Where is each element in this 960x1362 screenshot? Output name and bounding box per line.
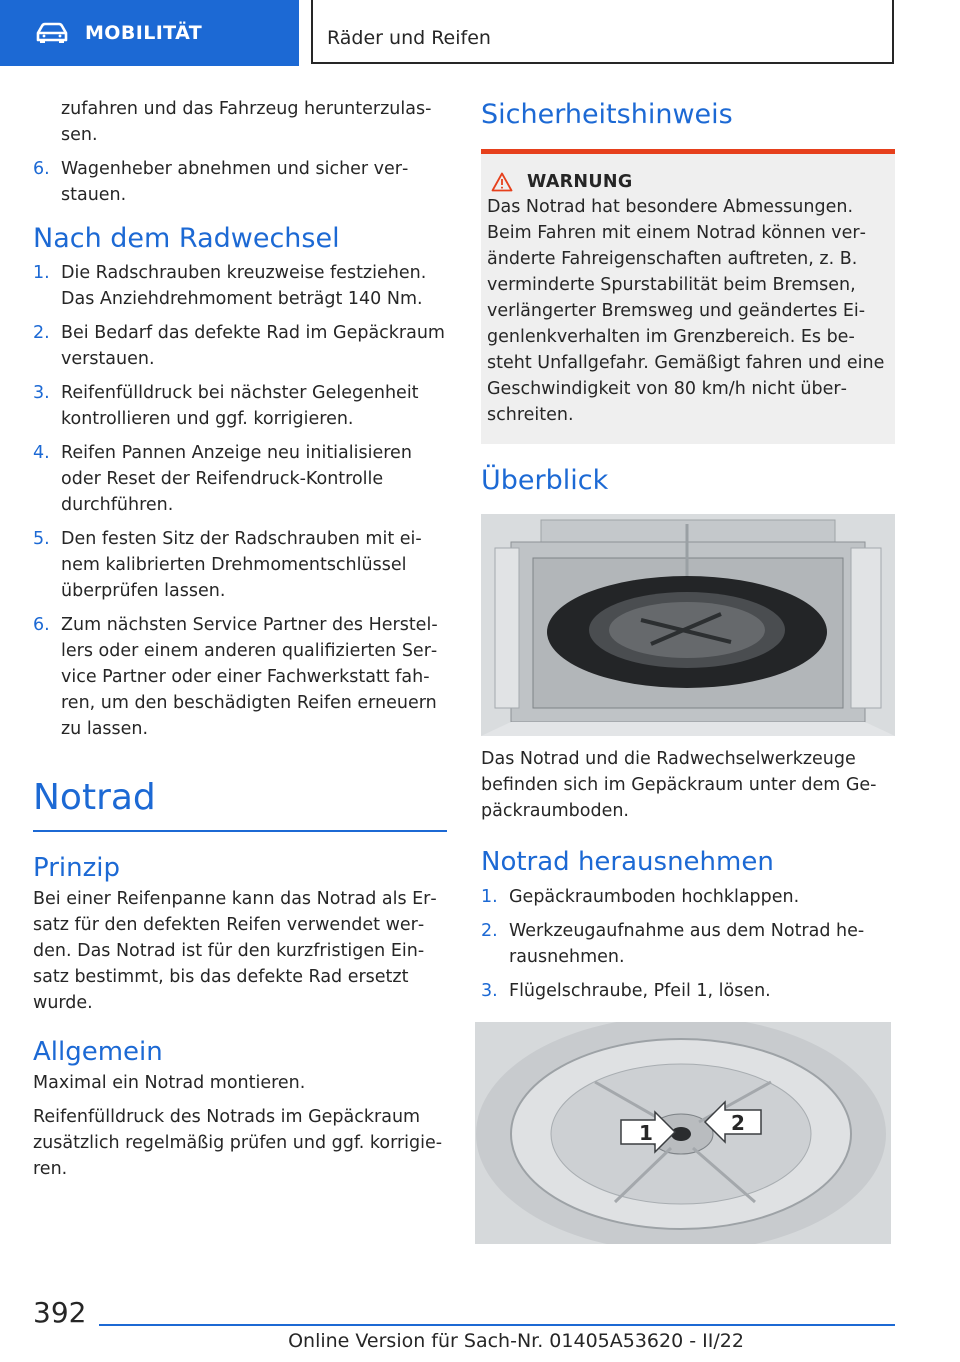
list-number: 6. xyxy=(33,615,50,635)
list-item xyxy=(33,380,447,432)
list-number: 6. xyxy=(33,159,50,179)
chapter-heading-notrad: Notrad xyxy=(33,777,156,818)
section-heading-remove: Notrad herausnehmen xyxy=(481,847,774,877)
list-item xyxy=(33,526,447,604)
list-item xyxy=(33,320,447,372)
callout-label-2: 2 xyxy=(731,1111,745,1135)
continued-text-line-2: sen. xyxy=(61,125,98,145)
list-item xyxy=(33,260,447,312)
section-heading-overview: Überblick xyxy=(481,465,609,496)
list-text: Wagenheber abnehmen und sicher verstauen. xyxy=(61,159,409,205)
section-heading-after-change: Nach dem Radwechsel xyxy=(33,223,340,254)
list-item xyxy=(33,612,447,742)
list-number: 5. xyxy=(33,529,50,549)
list-number: 4. xyxy=(33,443,50,463)
list-text: Reifen Pannen Anzeige neu initialisieren oder Reset der Reifendruck-Kontrolle durchführen. xyxy=(61,443,412,515)
spare-wheel-trunk-image xyxy=(481,514,895,736)
section-heading-allgemein: Allgemein xyxy=(33,1037,163,1067)
list-text: Die Radschrauben kreuzweise festziehen. Das Anziehdrehmoment beträgt 140 Nm. xyxy=(61,263,427,309)
car-icon xyxy=(35,22,69,44)
allgemein-text-1: Maximal ein Notrad montieren. xyxy=(33,1073,306,1093)
overview-caption: Das Notrad und die Radwechselwerkzeuge befinden sich im Gepäckraum unter dem Gepäckraumboden. xyxy=(481,749,877,821)
list-item xyxy=(481,918,895,970)
warning-label: WARNUNG xyxy=(527,172,633,192)
prinzip-text: Bei einer Reifenpanne kann das Notrad als Ersatz für den defekten Reifen verwendet werden. Das Notrad ist für den kurzfristigen Einsatz bestimmt, bis das defekte Rad ersetzt wurde. xyxy=(33,889,437,1013)
section-label: MOBILITÄT xyxy=(85,22,203,44)
heading-rule xyxy=(33,830,447,832)
list-number: 3. xyxy=(481,981,498,1001)
section-heading-safety: Sicherheitshinweis xyxy=(481,99,733,130)
list-number: 2. xyxy=(481,921,498,941)
footer-text: Online Version für Sach-Nr. 01405A53620 - II/22 xyxy=(288,1330,744,1352)
right-column xyxy=(481,98,895,1244)
allgemein-text-2: Reifenfülldruck des Notrads im Gepäckraum zusätzlich regelmäßig prüfen und ggf. korrigieren. xyxy=(33,1107,443,1179)
continued-text-line-1: zufahren und das Fahrzeug herunterzulas- xyxy=(61,99,432,119)
list-text: Flügelschraube, Pfeil 1, lösen. xyxy=(509,981,771,1001)
chapter-header xyxy=(311,0,894,64)
list-item xyxy=(481,978,895,1004)
list-text: Bei Bedarf das defekte Rad im Gepäckraum verstauen. xyxy=(61,323,445,369)
list-item xyxy=(33,440,447,518)
list-text: Gepäckraumboden hochklappen. xyxy=(509,887,800,907)
section-tab xyxy=(0,0,299,66)
warning-text: Das Notrad hat besondere Abmessungen. Beim Fahren mit einem Notrad können veränderte Fahreigenschaften auftreten, z. B. verminderte Spurstabilität beim Bremsen, verlängerter Bremsweg und geändertes Eigenlenkverhalten im Grenzbereich. Es besteht Unfallgefahr. Gemäßigt fahren und eine Geschwindigkeit von 80 km/h nicht überschreiten. xyxy=(487,197,885,425)
list-item xyxy=(481,884,895,910)
list-number: 3. xyxy=(33,383,50,403)
list-number: 1. xyxy=(33,263,50,283)
list-number: 1. xyxy=(481,887,498,907)
callout-label-1: 1 xyxy=(639,1121,653,1145)
continued-step xyxy=(33,96,447,148)
wing-screw-image xyxy=(475,1022,891,1244)
list-item xyxy=(33,156,447,208)
footer-rule xyxy=(99,1324,895,1326)
list-number: 2. xyxy=(33,323,50,343)
left-column xyxy=(33,96,447,1182)
list-text: Werkzeugaufnahme aus dem Notrad herausnehmen. xyxy=(509,921,865,967)
chapter-title: Räder und Reifen xyxy=(327,27,491,49)
list-text: Den festen Sitz der Radschrauben mit einem kalibrierten Drehmomentschlüssel überprüfen lassen. xyxy=(61,529,422,601)
warning-triangle-icon xyxy=(491,172,513,192)
section-heading-prinzip: Prinzip xyxy=(33,853,120,883)
warning-box xyxy=(481,149,895,444)
list-text: Reifenfülldruck bei nächster Gelegenheit kontrollieren und ggf. korrigieren. xyxy=(61,383,419,429)
page-number: 392 xyxy=(33,1296,87,1329)
list-text: Zum nächsten Service Partner des Herstellers oder einem anderen qualifizierten Service Partner oder einer Fachwerkstatt fahren, um den beschädigten Reifen erneuern zu lassen. xyxy=(61,615,438,739)
